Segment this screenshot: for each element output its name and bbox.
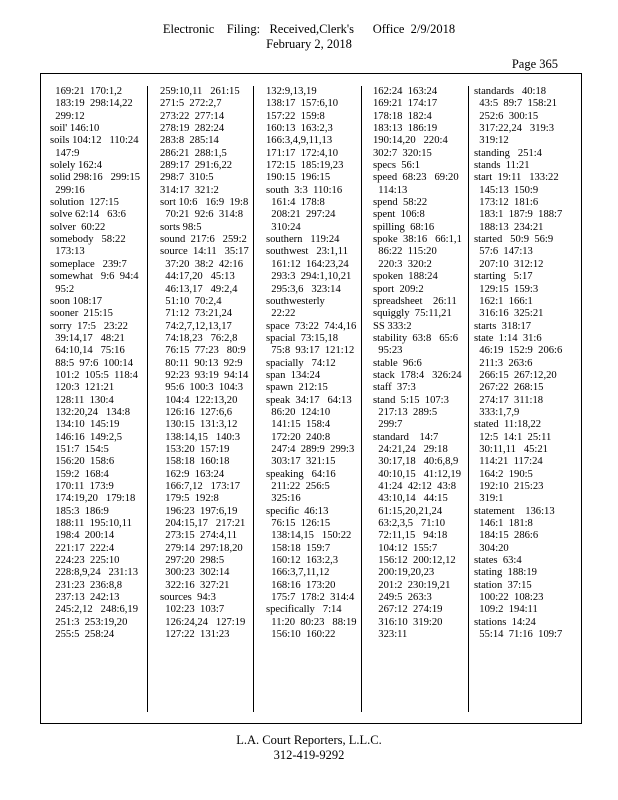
index-entry-line: 71:12 73:21,24 [160,308,233,320]
index-entry-line: 37:20 38:2 42:16 [160,258,243,270]
index-entry-line: sooner 215:15 [50,308,113,320]
index-entry-line: starting 5:17 [474,271,533,283]
index-entry-line: 95:23 [373,345,403,357]
index-entry-line: 141:15 158:4 [266,419,331,431]
index-entry-line: 172:20 240:8 [266,431,331,443]
index-entry-line: 22:22 [266,308,296,320]
index-entry-line: 178:18 182:4 [373,110,432,122]
index-entry-line: 158:18 159:7 [266,542,331,554]
footer-phone: 312-419-9292 [273,748,345,762]
index-entry-line: 64:10,14 75:16 [50,345,125,357]
index-entry-line: source 14:11 35:17 [160,246,249,258]
index-entry-line: standards 40:18 [474,86,547,97]
index-table [40,73,582,724]
index-entry-line: 173:12 181:6 [474,197,539,209]
index-entry-line: sorry 17:5 23:22 [50,320,128,332]
index-entry-line: 157:22 159:8 [266,110,325,122]
index-entry-line: spawn 212:15 [266,382,328,394]
index-entry-line: 314:17 321:2 [160,184,219,196]
index-entry-line: stands 11:21 [474,160,530,172]
index-entry-line: 166:3,7,11,12 [266,567,330,579]
index-entry-line: stack 178:4 326:24 [373,369,462,381]
index-entry-line: somebody 58:22 [50,234,126,246]
index-entry-line: 166:3,4,9,11,13 [266,135,333,147]
index-entry-line: 11:20 80:23 88:19 [266,616,357,628]
index-entry-line: somewhat 9:6 94:4 [50,271,139,283]
index-entry-line: 237:13 242:13 [50,592,120,604]
index-entry-line: 211:3 263:6 [474,357,533,369]
index-entry-line: span 134:24 [266,369,321,381]
index-entry-line: 40:10,15 41:12,19 [373,468,461,480]
index-entry-line: 273:22 277:14 [160,110,225,122]
index-entry-line: 120:3 121:21 [50,382,115,394]
index-entry-line: 95:6 100:3 104:3 [160,382,243,394]
index-entry-line: stating 188:19 [474,567,537,579]
index-entry-line: 297:20 298:5 [160,555,225,567]
index-entry-line: 30:11,11 45:21 [474,443,548,455]
index-entry-line: spreadsheet 26:11 [373,295,457,307]
index-entry-line: 317:22,24 319:3 [474,123,555,135]
index-entry-line: 80:11 90:13 92:9 [160,357,243,369]
index-entry-line: state 1:14 31:6 [474,332,542,344]
index-entry-line: spilling 68:16 [373,221,435,233]
index-entry-line: 221:17 222:4 [50,542,115,554]
index-entry-line: 295:3,6 323:14 [266,283,341,295]
index-entry-line: 166:7,12 173:17 [160,481,241,492]
index-entry-line: 57:6 147:13 [474,246,533,258]
index-entry-line: 156:10 160:22 [266,629,336,641]
index-entry-line: 247:4 289:9 299:3 [266,443,355,455]
index-entry-line: starts 318:17 [474,320,532,332]
index-entry-line: 41:24 42:12 43:8 [373,481,456,492]
index-column-4 [361,86,468,712]
index-entry-line: 127:22 131:23 [160,629,230,641]
index-entry-line: 255:5 258:24 [50,629,115,641]
index-entry-line: 293:3 294:1,10,21 [266,271,352,283]
index-entry-line: 130:15 131:3,12 [160,419,238,431]
index-entry-line: spend 58:22 [373,197,428,209]
index-column-3 [253,86,361,712]
index-entry-line: squiggly 75:11,21 [373,308,452,320]
index-entry-line: specs 56:1 [373,160,421,172]
index-entry-line: 151:7 154:5 [50,443,109,455]
index-entry-line: 175:7 178:2 314:4 [266,592,355,604]
index-entry-line: 147:9 [50,147,80,159]
index-entry-line: speak 34:17 64:13 [266,394,352,406]
index-entry-line: sort 10:6 16:9 19:8 [160,197,249,209]
index-entry-line: 251:3 253:19,20 [50,616,128,628]
index-entry-line: southwesterly [266,295,325,307]
index-entry-line: solution 127:15 [50,197,119,209]
index-entry-line: 75:8 93:17 121:12 [266,345,355,357]
index-entry-line: 74:2,7,12,13,17 [160,320,232,332]
index-entry-line: 271:5 272:2,7 [160,98,222,110]
index-entry-line: 160:12 163:2,3 [266,555,339,567]
index-entry-line: soils 104:12 110:24 [50,135,139,147]
index-entry-line: 179:5 192:8 [160,493,219,505]
index-entry-line: 217:13 289:5 [373,406,438,418]
index-entry-line: 228:8,9,24 231:13 [50,567,138,579]
index-entry-line: started 50:9 56:9 [474,234,554,246]
index-entry-line: 325:16 [266,493,301,505]
index-entry-line: 44:17,20 45:13 [160,271,235,283]
index-entry-line: 92:23 93:19 94:14 [160,369,249,381]
index-entry-line: solely 162:4 [50,160,103,172]
index-entry-line: 146:1 181:8 [474,518,533,530]
index-entry-line: 86:22 115:20 [373,246,437,258]
index-entry-line: 303:17 321:15 [266,456,336,468]
index-entry-line: 109:2 194:11 [474,604,538,616]
index-entry-line: 95:2 [50,283,75,295]
index-entry-line: 184:15 286:6 [474,530,539,542]
index-entry-line: 46:19 152:9 206:6 [474,345,563,357]
index-entry-line: 126:24,24 127:19 [160,616,246,628]
index-entry-line: 322:16 327:21 [160,579,230,591]
index-entry-line: 126:16 127:6,6 [160,406,233,418]
index-entry-line: 138:14,15 150:22 [266,530,352,542]
index-entry-line: 138:17 157:6,10 [266,98,339,110]
index-entry-line: 278:19 282:24 [160,123,225,135]
index-entry-line: 183:13 186:19 [373,123,438,135]
index-entry-line: southwest 23:1,11 [266,246,349,258]
index-entry-line: start 19:11 133:22 [474,172,559,184]
index-entry-line: 128:11 130:4 [50,394,114,406]
index-entry-line: 12:5 14:1 25:11 [474,431,552,443]
index-entry-line: 259:10,11 261:15 [160,86,240,97]
index-entry-line: 283:8 285:14 [160,135,219,147]
index-entry-line: 333:1,7,9 [474,406,520,418]
index-entry-line: 129:15 159:3 [474,283,539,295]
index-entry-line: stand 5:15 107:3 [373,394,449,406]
index-entry-line: states 63:4 [474,555,522,567]
index-entry-line: 289:17 291:6,22 [160,160,233,172]
index-entry-line: 171:17 172:4,10 [266,147,339,159]
index-entry-line: sound 217:6 259:2 [160,234,247,246]
index-entry-line: 188:13 234:21 [474,221,544,233]
index-entry-line: SS 333:2 [373,320,412,332]
index-entry-line: spacially 74:12 [266,357,336,369]
index-entry-line: 267:12 274:19 [373,604,443,616]
index-entry-line: 76:15 126:15 [266,518,331,530]
index-entry-line: 156:12 200:12,12 [373,555,456,567]
index-entry-line: 104:12 155:7 [373,542,438,554]
index-entry-line: 190:15 196:15 [266,172,331,184]
index-entry-line: 190:14,20 220:4 [373,135,448,147]
index-entry-line: 279:14 297:18,20 [160,542,243,554]
index-entry-line: 266:15 267:12,20 [474,369,557,381]
index-entry-line: standing 251:4 [474,147,542,159]
index-entry-line: 169:21 174:17 [373,98,438,110]
index-entry-line: 245:2,12 248:6,19 [50,604,138,616]
index-entry-line: stability 63:8 65:6 [373,332,459,344]
index-entry-line: 267:22 268:15 [474,382,544,394]
index-entry-line: spoke 38:16 66:1,1 [373,234,462,246]
index-entry-line: soil' 146:10 [50,123,100,135]
index-entry-line: solver 60:22 [50,221,106,233]
index-entry-line: stations 14:24 [474,616,536,628]
index-entry-line: 24:21,24 29:18 [373,443,448,455]
index-entry-line: 302:7 320:15 [373,147,432,159]
index-entry-line: 162:1 166:1 [474,295,533,307]
index-entry-line: 299:16 [50,184,85,196]
index-entry-line: 188:11 195:10,11 [50,518,132,530]
index-entry-line: 211:22 256:5 [266,481,330,492]
index-entry-line: 114:13 [373,184,408,196]
index-entry-line: 185:3 186:9 [50,505,109,517]
index-entry-line: solid 298:16 299:15 [50,172,141,184]
filing-stamp-line: Electronic Filing: Received,Clerk's Office 2/9/2018 [162,22,456,36]
index-entry-line: 196:23 197:6,19 [160,505,238,517]
index-entry-line: 192:10 215:23 [474,481,544,492]
index-entry-line: 76:15 77:23 80:9 [160,345,246,357]
index-entry-line: 88:5 97:6 100:14 [50,357,133,369]
index-entry-line: 172:15 185:19,23 [266,160,344,172]
index-entry-line: 132:20,24 134:8 [50,406,131,418]
index-entry-line: 304:20 [474,542,509,554]
index-column-2 [147,86,253,712]
index-entry-line: sorts 98:5 [160,221,202,233]
index-entry-line: 160:13 163:2,3 [266,123,333,135]
index-entry-line: station 37:15 [474,579,532,591]
footer-company: L.A. Court Reporters, L.L.C. [236,733,382,747]
index-entry-line: 208:21 297:24 [266,209,336,221]
index-entry-line: spoken 188:24 [373,271,438,283]
index-entry-line: 138:14,15 140:3 [160,431,241,443]
index-entry-line: 274:17 311:18 [474,394,544,406]
index-entry-line: 252:6 300:15 [474,110,539,122]
index-entry-line: 100:22 108:23 [474,592,544,604]
index-entry-line: 164:2 190:5 [474,468,533,480]
index-entry-line: 273:15 274:4,11 [160,530,238,542]
index-entry-line: 30:17,18 40:6,8,9 [373,456,459,468]
index-entry-line: 323:11 [373,629,408,641]
index-entry-line: 86:20 124:10 [266,406,331,418]
index-entry-line: 158:18 160:18 [160,456,230,468]
index-entry-line: 132:9,13,19 [266,86,317,97]
index-entry-line: 43:5 89:7 158:21 [474,98,557,110]
index-entry-line: 70:21 92:6 314:8 [160,209,243,221]
index-entry-line: 173:13 [50,246,85,258]
index-entry-line: 43:10,14 44:15 [373,493,448,505]
index-entry-line: 161:12 164:23,24 [266,258,349,270]
index-entry-line: 310:24 [266,221,301,233]
index-column-1 [41,86,147,712]
index-entry-line: 183:19 298:14,22 [50,98,133,110]
index-entry-line: 170:11 173:9 [50,481,114,492]
filing-date: February 2, 2018 [266,37,352,51]
index-entry-line: 299:12 [50,110,85,122]
index-entry-line: 159:2 168:4 [50,468,109,480]
index-entry-line: sport 209:2 [373,283,424,295]
index-entry-line: 316:16 325:21 [474,308,544,320]
index-entry-line: 319:12 [474,135,509,147]
index-entry-line: southern 119:24 [266,234,340,246]
index-entry-line: 299:7 [373,419,403,431]
index-entry-line: 161:4 178:8 [266,197,325,209]
index-entry-line: sources 94:3 [160,592,216,604]
index-entry-line: 220:3 320:2 [373,258,432,270]
index-entry-line: space 73:22 74:4,16 [266,320,357,332]
index-entry-line: stable 96:6 [373,357,422,369]
index-entry-line: 63:2,3,5 71:10 [373,518,446,530]
index-column-5 [468,86,581,712]
index-entry-line: 174:19,20 179:18 [50,493,136,505]
index-entry-line: 224:23 225:10 [50,555,120,567]
index-entry-line: 146:16 149:2,5 [50,431,123,443]
index-entry-line: 183:1 187:9 188:7 [474,209,563,221]
index-entry-line: 114:21 117:24 [474,456,543,468]
index-entry-line: spacial 73:15,18 [266,332,339,344]
page-number: Page 365 [511,57,558,71]
index-entry-line: stated 11:18,22 [474,419,541,431]
index-entry-line: 39:14,17 48:21 [50,332,125,344]
index-entry-line: 249:5 263:3 [373,592,432,604]
index-entry-line: 46:13,17 49:2,4 [160,283,238,295]
index-entry-line: 55:14 71:16 109:7 [474,629,563,641]
index-entry-line: 286:21 288:1,5 [160,147,227,159]
index-entry-line: 145:13 150:9 [474,184,539,196]
index-entry-line: 231:23 236:8,8 [50,579,123,591]
index-entry-line: staff 37:3 [373,382,416,394]
index-entry-line: standard 14:7 [373,431,439,443]
index-entry-line: 51:10 70:2,4 [160,295,222,307]
index-entry-line: someplace 239:7 [50,258,127,270]
index-entry-line: 316:10 319:20 [373,616,443,628]
index-entry-line: 300:23 302:14 [160,567,230,579]
index-entry-line: 102:23 103:7 [160,604,225,616]
index-entry-line: 74:18,23 76:2,8 [160,332,238,344]
index-entry-line: 168:16 173:20 [266,579,336,591]
index-entry-line: specific 46:13 [266,505,329,517]
index-entry-line: soon 108:17 [50,295,103,307]
index-entry-line: 156:20 158:6 [50,456,115,468]
index-entry-line: 61:15,20,21,24 [373,505,443,517]
index-entry-line: 169:21 170:1,2 [50,86,123,97]
index-entry-line: 153:20 157:19 [160,443,230,455]
index-entry-line: spent 106:8 [373,209,425,221]
index-entry-line: speed 68:23 69:20 [373,172,459,184]
index-entry-line: 134:10 145:19 [50,419,120,431]
index-entry-line: 207:10 312:12 [474,258,544,270]
index-entry-line: 200:19,20,23 [373,567,435,579]
index-entry-line: statement 136:13 [474,505,555,517]
index-entry-line: 72:11,15 94:18 [373,530,448,542]
index-entry-line: 162:9 163:24 [160,468,225,480]
index-entry-line: 201:2 230:19,21 [373,579,451,591]
index-entry-line: 101:2 105:5 118:4 [50,369,138,381]
index-entry-line: 204:15,17 217:21 [160,518,246,530]
index-entry-line: 298:7 310:5 [160,172,214,184]
index-entry-line: 162:24 163:24 [373,86,438,97]
index-entry-line: 319:1 [474,493,504,505]
index-entry-line: solve 62:14 63:6 [50,209,126,221]
index-entry-line: 104:4 122:13,20 [160,394,238,406]
index-entry-line: specifically 7:14 [266,604,342,616]
index-entry-line: speaking 64:16 [266,468,336,480]
index-entry-line: 198:4 200:14 [50,530,115,542]
index-entry-line: south 3:3 110:16 [266,184,343,196]
